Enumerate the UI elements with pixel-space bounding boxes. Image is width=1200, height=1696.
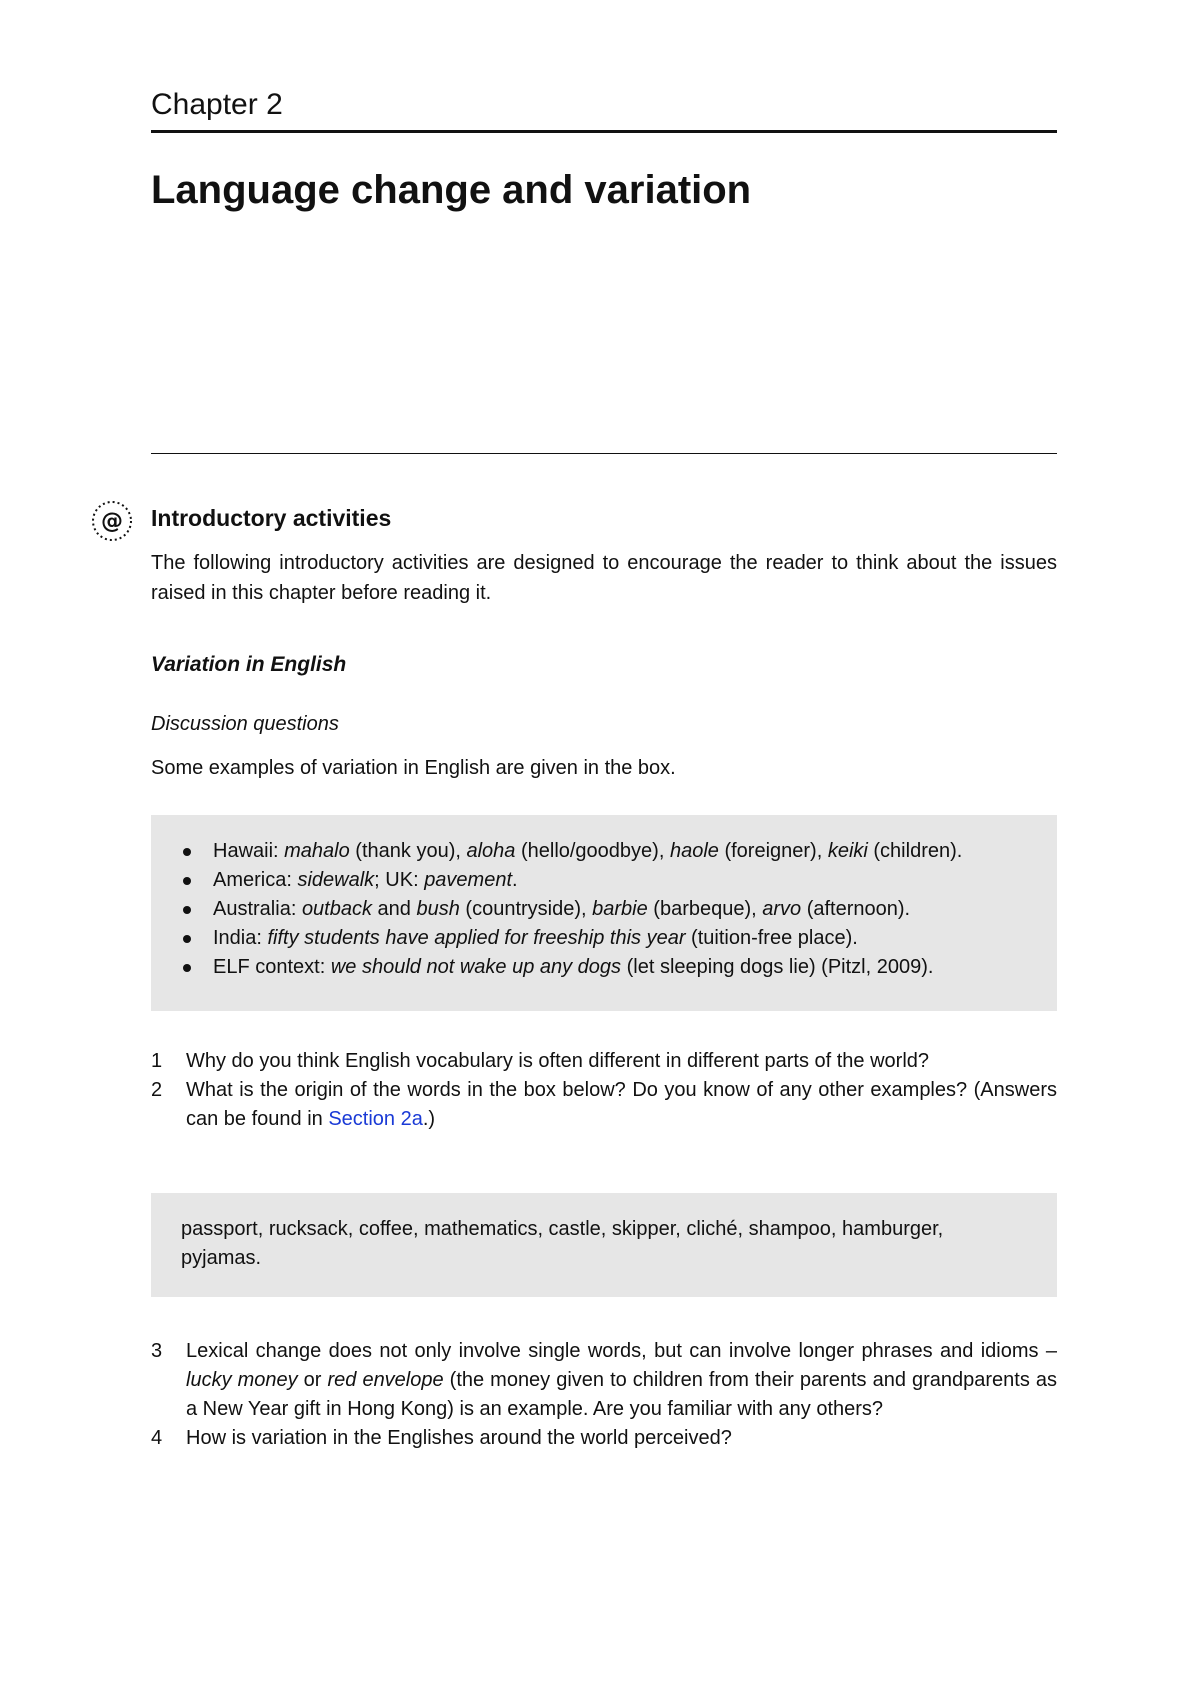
bullet-icon bbox=[183, 877, 191, 885]
example-text: (children). bbox=[867, 840, 963, 862]
example-term: pavement bbox=[424, 869, 513, 891]
chapter-rule bbox=[151, 130, 1057, 133]
example-text: Hawaii: bbox=[213, 840, 285, 862]
question-text: Why do you think English vocabulary is often different in different parts of the world? bbox=[186, 1050, 930, 1072]
examples-list bbox=[181, 837, 1027, 982]
example-term: fifty students have applied for freeship this year bbox=[267, 927, 686, 949]
example-text: (foreigner), bbox=[718, 840, 828, 862]
question-text: (the money given to children from their parents and grandparents as a New Year gift in Hong Kong) is an example. Are you familiar with any others? bbox=[186, 1369, 1057, 1420]
question-text: or bbox=[297, 1369, 328, 1391]
example-text: (countryside), bbox=[459, 898, 593, 920]
question-number: 3 bbox=[151, 1340, 163, 1362]
bullet-icon bbox=[183, 906, 191, 914]
bullet-icon bbox=[183, 848, 191, 856]
idiom-term: red envelope bbox=[327, 1369, 444, 1391]
question-number: 2 bbox=[151, 1079, 163, 1101]
idiom-term: lucky money bbox=[186, 1369, 298, 1391]
question-text: .) bbox=[422, 1108, 436, 1130]
list-item bbox=[181, 866, 1027, 895]
intro-paragraph: The following introductory activities are designed to encourage the reader to think about the issues raised in this chapter before reading it. bbox=[151, 552, 1057, 604]
example-text: India: bbox=[213, 927, 268, 949]
example-term: sidewalk bbox=[297, 869, 375, 891]
example-term: barbie bbox=[592, 898, 648, 920]
question-text: How is variation in the Englishes around the world perceived? bbox=[186, 1427, 732, 1449]
at-sign-icon bbox=[89, 498, 135, 544]
list-item bbox=[181, 924, 1027, 953]
example-text: . bbox=[512, 869, 518, 891]
word-box: passport, rucksack, coffee, mathematics, castle, skipper, cliché, shampoo, hamburger, pyjamas. bbox=[151, 1193, 1057, 1297]
question-list bbox=[151, 1047, 1057, 1134]
example-text: ELF context: bbox=[213, 956, 331, 978]
example-text: (let sleeping dogs lie) (Pitzl, 2009). bbox=[621, 956, 934, 978]
example-text: Australia: bbox=[213, 898, 302, 920]
svg-text:@: @ bbox=[101, 509, 123, 534]
question-item bbox=[151, 1047, 1057, 1076]
list-item bbox=[181, 953, 1027, 982]
example-term: bush bbox=[416, 898, 460, 920]
example-term: we should not wake up any dogs bbox=[330, 956, 622, 978]
example-text: America: bbox=[213, 869, 298, 891]
example-term: keiki bbox=[827, 840, 868, 862]
example-term: aloha bbox=[466, 840, 516, 862]
section-heading: Introductory activities bbox=[151, 505, 392, 531]
list-item bbox=[181, 895, 1027, 924]
section-divider bbox=[151, 453, 1057, 454]
example-term: mahalo bbox=[284, 840, 350, 862]
question-number: 1 bbox=[151, 1050, 163, 1072]
question-item bbox=[151, 1337, 1057, 1424]
chapter-title: Language change and variation bbox=[151, 168, 752, 212]
example-term: arvo bbox=[762, 898, 802, 920]
example-term: haole bbox=[669, 840, 719, 862]
question-text: What is the origin of the words in the box below? Do you know of any other examples? (Answers can be found in bbox=[186, 1079, 1057, 1130]
question-item bbox=[151, 1076, 1057, 1134]
example-text: (afternoon). bbox=[801, 898, 911, 920]
example-text: (thank you), bbox=[349, 840, 467, 862]
examples-box bbox=[151, 815, 1057, 1011]
example-text: (tuition-free place). bbox=[685, 927, 858, 949]
bullet-icon bbox=[183, 964, 191, 972]
question-list bbox=[151, 1337, 1057, 1453]
subheading: Variation in English bbox=[151, 653, 347, 676]
example-text: (barbeque), bbox=[647, 898, 763, 920]
question-number: 4 bbox=[151, 1427, 163, 1449]
bullet-icon bbox=[183, 935, 191, 943]
question-item bbox=[151, 1424, 1057, 1453]
discussion-label: Discussion questions bbox=[151, 713, 339, 735]
section-link[interactable]: Section 2a bbox=[328, 1108, 423, 1130]
examples-lead: Some examples of variation in English are given in the box. bbox=[151, 757, 676, 779]
question-text: Lexical change does not only involve single words, but can involve longer phrases and idioms – bbox=[186, 1340, 1057, 1362]
example-text: ; UK: bbox=[374, 869, 425, 891]
chapter-label: Chapter 2 bbox=[151, 88, 283, 121]
list-item bbox=[181, 837, 1027, 866]
example-term: outback bbox=[301, 898, 372, 920]
example-text: (hello/goodbye), bbox=[515, 840, 670, 862]
example-text: and bbox=[372, 898, 417, 920]
